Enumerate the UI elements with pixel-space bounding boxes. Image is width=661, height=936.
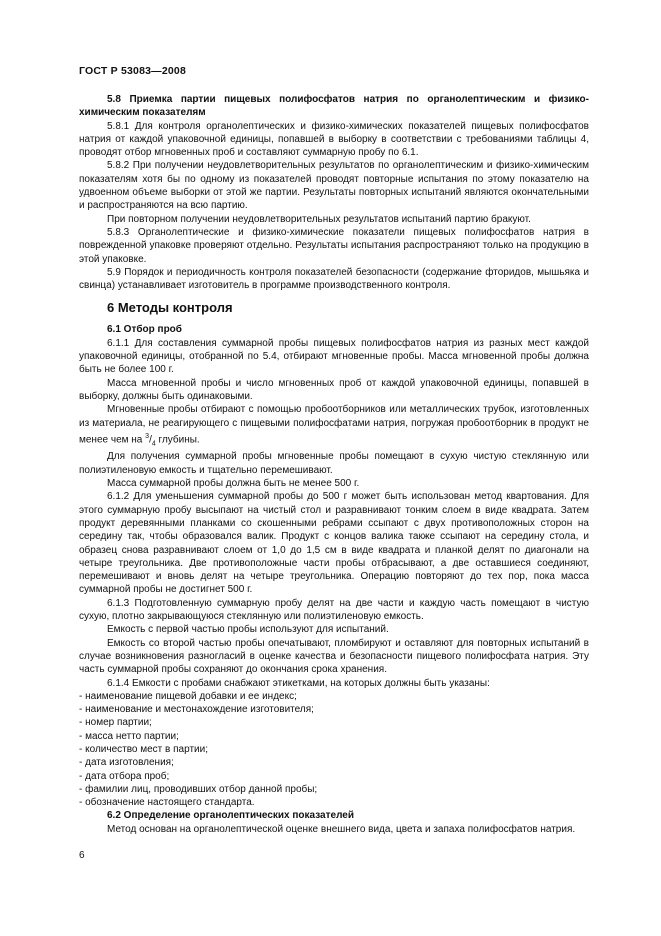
fraction-numerator: 3 bbox=[145, 432, 150, 440]
paragraph-5-9: 5.9 Порядок и периодичность контроля показателей безопасности (содержание фторидов, мышьяка и свинца) устанавливает изготовитель в программе производственного контроля. bbox=[79, 266, 589, 292]
list-item: - наименование и местонахождение изготовителя; bbox=[79, 704, 314, 716]
paragraph-6-1-1-equal-mass: Масса мгновенной пробы и число мгновенных проб от каждой упаковочной единицы, попавшей в выборку, должны быть одинаковыми. bbox=[79, 377, 589, 402]
document-body bbox=[79, 93, 589, 836]
paragraph-5-8-2-rejection: При повторном получении неудовлетворительных результатов испытаний партию бракуют. bbox=[107, 213, 531, 225]
fraction-denominator: 4 bbox=[151, 440, 156, 448]
samplers-text: Мгновенные пробы отбирают с помощью пробоотборников или металлических трубок, изготовленных из материала, не реагирующего с пищевыми полифосфатами натрия, погружая пробоотборник в продукт не менее чем на bbox=[79, 404, 589, 446]
paragraph-5-8-3: 5.8.3 Органолептические и физико-химические показатели пищевых полифосфатов натрия в поврежденной упаковке проверяют отдельно. Результаты испытания распространяют только на продукцию в этой упаковке. bbox=[79, 226, 589, 265]
section-5-8-title: 5.8 Приемка партии пищевых полифосфатов натрия по органолептическим и физико-химическим показателям bbox=[79, 94, 589, 119]
list-item: - масса нетто партии; bbox=[79, 730, 179, 742]
document-code-header: ГОСТ Р 53083—2008 bbox=[79, 65, 187, 77]
paragraph-6-1-4: 6.1.4 Емкости с пробами снабжают этикетками, на которых должны быть указаны: bbox=[107, 677, 490, 689]
subsection-6-1-title: 6.1 Отбор проб bbox=[107, 324, 182, 336]
paragraph-6-2: Метод основан на органолептической оценке внешнего вида, цвета и запаха полифосфатов натрия. bbox=[107, 823, 576, 835]
paragraph-6-1-3: 6.1.3 Подготовленную суммарную пробу делят на две части и каждую часть помещают в чистую сухую, плотно закрывающуюся стеклянную или полиэтиленовую емкость. bbox=[79, 597, 589, 623]
list-item: - номер партии; bbox=[79, 717, 152, 729]
section-6-title: 6 Методы контроля bbox=[107, 300, 233, 316]
subsection-6-2-title: 6.2 Определение органолептических показателей bbox=[107, 810, 355, 822]
paragraph-6-1-1-samplers: Мгновенные пробы отбирают с помощью пробоотборников или металлических трубок, изготовленных из материала, не реагирующего с пищевыми полифосфатами натрия, погружая пробоотборник в продукт не менее чем на $^3/_4$ глубины. bbox=[79, 404, 589, 448]
list-item: - наименование пищевой добавки и ее индекс; bbox=[79, 690, 297, 702]
list-item: - количество мест в партии; bbox=[79, 743, 208, 755]
paragraph-6-1-3-second-part: Емкость со второй частью пробы опечатывают, пломбируют и оставляют для повторных испытаний в случае возникновения разногласий в оценке качества и безопасности пищевого полифосфата натрия. Эту часть суммарной пробы сохраняют до окончания срока хранения. bbox=[79, 637, 589, 676]
paragraph-6-1-3-first-part: Емкость с первой частью пробы используют для испытаний. bbox=[107, 624, 389, 636]
paragraph-6-1-1: 6.1.1 Для составления суммарной пробы пищевых полифосфатов натрия из разных мест каждой упаковочной единицы, отобранной по 5.4, отбирают мгновенные пробы. Масса мгновенной пробы должна быть не более 100 г. bbox=[79, 337, 589, 376]
paragraph-5-8-2: 5.8.2 При получении неудовлетворительных результатов по органолептическим и физико-химическим показателям хотя бы по одному из показателей проводят повторные испытания по этому показателю на удвоенном объеме выборки от этой же партии. Результаты повторных испытаний являются окончательными и распространяются на всю партию. bbox=[79, 160, 589, 212]
paragraph-6-1-1-min-mass: Масса суммарной пробы должна быть не менее 500 г. bbox=[107, 478, 360, 490]
list-item: - обозначение настоящего стандарта. bbox=[79, 797, 255, 809]
list-item: - фамилии лиц, проводивших отбор данной пробы; bbox=[79, 783, 318, 795]
list-item: - дата изготовления; bbox=[79, 757, 174, 769]
label-requirements-list bbox=[79, 690, 589, 810]
page-number: 6 bbox=[79, 850, 85, 861]
paragraph-6-1-1-combined: Для получения суммарной пробы мгновенные пробы помещают в сухую чистую стеклянную или полиэтиленовую емкость и тщательно перемешивают. bbox=[79, 451, 589, 476]
samplers-text-end: глубины. bbox=[155, 434, 200, 446]
paragraph-6-1-2: 6.1.2 Для уменьшения суммарной пробы до 500 г может быть использован метод квартования. Для этого суммарную пробу высыпают на чистый стол и разравнивают тонким слоем в виде квадрата. Затем продукт деревянными планками со скошенными ребрами ссыпают с двух противоположных сторон на середину так, чтобы образовался валик. Продукт с концов валика также ссыпают на середину стола, и образец снова разравнивают слоем от 1,0 до 1,5 см в виде квадрата и планкой делят по диагонали на четыре треугольника. Две противоположные части пробы отбрасывают, а две оставшиеся соединяют, перемешивают и вновь делят на четыре треугольника. Операцию повторяют до тех пор, пока масса суммарной пробы не достигнет 500 г. bbox=[79, 491, 589, 596]
list-item: - дата отбора проб; bbox=[79, 770, 170, 782]
paragraph-5-8-1: 5.8.1 Для контроля органолептических и физико-химических показателей пищевых полифосфатов натрия от каждой упаковочной единицы, попавшей в выборку в соответствии с требованиями таблицы 4, проводят отбор мгновенных проб и составляют суммарную пробу по 6.1. bbox=[79, 120, 589, 159]
